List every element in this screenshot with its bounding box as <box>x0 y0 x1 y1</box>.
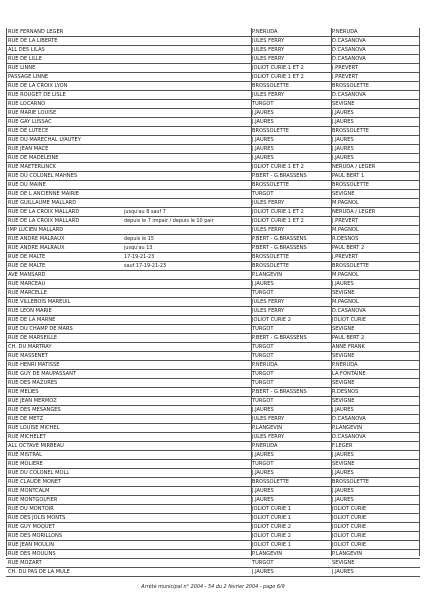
secondary-school-cell: P.NERUDA <box>332 362 358 368</box>
table-row <box>6 424 420 433</box>
street-name-cell: RUE DES MORILLONS <box>8 533 63 539</box>
elementary-school-cell: J.JAURES <box>252 281 274 287</box>
table-row <box>6 46 420 55</box>
secondary-school-cell: SEVIGNE <box>332 353 355 359</box>
street-name-cell: RUE MARCEAU <box>8 281 46 287</box>
elementary-school-cell: J.JAURES <box>252 155 274 161</box>
elementary-school-cell: JULES FERRY <box>252 299 285 305</box>
secondary-school-cell: R.DESNOS <box>332 389 359 395</box>
secondary-school-cell: D.CASANOVA <box>332 434 366 440</box>
secondary-school-cell: BROSSOLETTE <box>332 263 369 269</box>
secondary-school-cell: BROSSOLETTE <box>332 128 369 134</box>
street-name-cell: RUE MONTCALM <box>8 488 50 494</box>
elementary-school-cell: P.NERUDA <box>252 29 278 35</box>
street-name-cell: RUE DU CHAMP DE MARS <box>8 326 73 332</box>
elementary-school-cell: JOLIOT CURIE 2 <box>252 533 291 539</box>
table-row <box>6 235 420 244</box>
table-row <box>6 163 420 172</box>
table-row <box>6 280 420 289</box>
street-name-cell: RUE DE MADELEINE <box>8 155 59 161</box>
elementary-school-cell: J.JAURES <box>252 146 274 152</box>
secondary-school-cell: J.JAURES <box>332 110 354 116</box>
number-range-note-cell: jusqu'au 8 sauf 7 <box>124 209 166 215</box>
street-name-cell: RUE MONTGOLFIER <box>8 497 58 503</box>
secondary-school-cell: J.JAURES <box>332 155 354 161</box>
table-row <box>6 82 420 91</box>
street-name-cell: RUE ROUGET DE LISLE <box>8 92 66 98</box>
table-row <box>6 370 420 379</box>
street-name-cell: RUE DES MESANGES <box>8 407 61 413</box>
secondary-school-cell: J.JAURES <box>332 497 354 503</box>
table-row <box>6 136 420 145</box>
table-row <box>6 379 420 388</box>
table-row <box>6 181 420 190</box>
table-row <box>6 325 420 334</box>
table-row <box>6 55 420 64</box>
elementary-school-cell: TURGOT <box>252 290 274 296</box>
table-row <box>6 541 420 550</box>
street-name-cell: RUE DE LUTECE <box>8 128 49 134</box>
street-name-cell: RUE HENRI MATISSE <box>8 362 60 368</box>
elementary-school-cell: P.NERUDA <box>252 443 278 449</box>
table-row <box>6 127 420 136</box>
table-row <box>6 352 420 361</box>
table-row <box>6 361 420 370</box>
secondary-school-cell: NERUDA / LEGER <box>332 209 376 215</box>
column-divider-2 <box>331 28 332 556</box>
street-name-cell: RUE MASSENET <box>8 353 48 359</box>
secondary-school-cell: PAUL BERT 1 <box>332 173 365 179</box>
secondary-school-cell: PAUL BERT 2 <box>332 245 365 251</box>
elementary-school-cell: JOLIOT CURIE 1 <box>252 506 291 512</box>
street-name-cell: RUE JEAN MOULIN <box>8 542 55 548</box>
elementary-school-cell: JULES FERRY <box>252 47 285 53</box>
street-name-cell: RUE LOCARNO <box>8 101 46 107</box>
secondary-school-cell: J.JAURES <box>332 407 354 413</box>
street-name-cell: RUE DE LA CROIX LYON <box>8 83 68 89</box>
table-row <box>6 73 420 82</box>
elementary-school-cell: P.BERT - G.BRASSENS <box>252 236 307 242</box>
street-name-cell: RUE JEAN MERMOZ <box>8 398 57 404</box>
table-row <box>6 91 420 100</box>
secondary-school-cell: J.JAURES <box>332 281 354 287</box>
elementary-school-cell: JULES FERRY <box>252 308 285 314</box>
elementary-school-cell: TURGOT <box>252 101 274 107</box>
elementary-school-cell: TURGOT <box>252 371 274 377</box>
secondary-school-cell: JOLIOT CURIE <box>332 506 367 512</box>
elementary-school-cell: TURGOT <box>252 344 274 350</box>
secondary-school-cell: SEVIGNE <box>332 461 355 467</box>
table-row <box>6 226 420 235</box>
elementary-school-cell: P.BERT - G.BRASSENS <box>252 335 307 341</box>
street-name-cell: RUE CLAUDE MONET <box>8 479 62 485</box>
elementary-school-cell: BROSSOLETTE <box>252 254 289 260</box>
elementary-school-cell: J.JAURES <box>252 110 274 116</box>
street-name-cell: RUE VILLEBOIS MAREUIL <box>8 299 71 305</box>
table-row <box>6 217 420 226</box>
elementary-school-cell: TURGOT <box>252 398 274 404</box>
elementary-school-cell: TURGOT <box>252 191 274 197</box>
table-border-left <box>6 28 7 556</box>
number-range-note-cell: 17-19-21-23 <box>124 254 155 260</box>
table-row <box>6 478 420 487</box>
street-name-cell: RUE MARCELLE <box>8 290 47 296</box>
table-row <box>6 388 420 397</box>
table-row <box>6 154 420 163</box>
table-border-right <box>419 28 420 556</box>
table-row <box>6 415 420 424</box>
elementary-school-cell: J.JAURES <box>252 569 274 575</box>
elementary-school-cell: JOLIOT CURIE 1 ET 2 <box>252 74 304 80</box>
street-name-cell: RUE DU MARECHAL LYAUTEY <box>8 137 81 143</box>
elementary-school-cell: J.JAURES <box>252 452 274 458</box>
table-row <box>6 451 420 460</box>
secondary-school-cell: J.JAURES <box>332 146 354 152</box>
secondary-school-cell: JOLIOT CURIE <box>332 542 367 548</box>
table-row <box>6 307 420 316</box>
table-row <box>6 271 420 280</box>
secondary-school-cell: M.PAGNOL <box>332 299 359 305</box>
street-name-cell: RUE LEON MARIE <box>8 308 52 314</box>
secondary-school-cell: J.PREVERT <box>332 65 358 71</box>
elementary-school-cell: BROSSOLETTE <box>252 479 289 485</box>
table-row <box>6 244 420 253</box>
street-name-cell: PASSAGE LINNE <box>8 74 49 80</box>
street-name-cell: RUE LINNE <box>8 65 36 71</box>
elementary-school-cell: J.JAURES <box>252 407 274 413</box>
street-name-cell: RUE FERNAND LEGER <box>8 29 64 35</box>
elementary-school-cell: J.JAURES <box>252 488 274 494</box>
table-row <box>6 208 420 217</box>
secondary-school-cell: D.CASANOVA <box>332 416 366 422</box>
elementary-school-cell: JOLIOT CURIE 1 <box>252 515 291 521</box>
table-row <box>6 199 420 208</box>
street-name-cell: RUE DE MALTE <box>8 263 46 269</box>
street-name-cell: RUE ANDRE MALRAUX <box>8 236 65 242</box>
elementary-school-cell: P.BERT - G.BRASSENS <box>252 389 307 395</box>
street-name-cell: RUE DES JOLIS MONTS <box>8 515 66 521</box>
street-name-cell: AVE MANSARD <box>8 272 46 278</box>
table-row <box>6 262 420 271</box>
table-row <box>6 145 420 154</box>
table-row <box>6 496 420 505</box>
table-row <box>6 550 420 559</box>
street-name-cell: RUE DE LA CROIX MALLARD <box>8 209 80 215</box>
secondary-school-cell: SEVIGNE <box>332 560 355 566</box>
table-row <box>6 568 420 577</box>
secondary-school-cell: JOLIOT CURIE <box>332 515 367 521</box>
secondary-school-cell: NERUDA / LEGER <box>332 164 376 170</box>
street-name-cell: RUE MICHELET <box>8 434 46 440</box>
street-name-cell: RUE GUY MOQUET <box>8 524 55 530</box>
secondary-school-cell: J.PREVERT <box>332 218 358 224</box>
secondary-school-cell: LA FONTAINE <box>332 371 366 377</box>
elementary-school-cell: P.BERT - G.BRASSENS <box>252 173 307 179</box>
elementary-school-cell: J.JAURES <box>252 497 274 503</box>
secondary-school-cell: M.PAGNOL <box>332 272 359 278</box>
street-name-cell: RUE MELIES <box>8 389 39 395</box>
secondary-school-cell: J.JAURES <box>332 470 354 476</box>
secondary-school-cell: SEVIGNE <box>332 380 355 386</box>
secondary-school-cell: D.CASANOVA <box>332 47 366 53</box>
secondary-school-cell: J.JAURES <box>332 137 354 143</box>
street-name-cell: RUE DE LA LIBERTE <box>8 38 58 44</box>
street-school-table <box>6 28 420 577</box>
elementary-school-cell: TURGOT <box>252 326 274 332</box>
elementary-school-cell: TURGOT <box>252 560 274 566</box>
street-name-cell: CH. DU MARTRAY <box>8 344 52 350</box>
secondary-school-cell: JOLIOT CURIE <box>332 524 367 530</box>
elementary-school-cell: P.BERT - G.BRASSENS <box>252 245 307 251</box>
secondary-school-cell: J.PREVERT <box>332 74 358 80</box>
secondary-school-cell: P.NERUDA <box>332 29 358 35</box>
secondary-school-cell: BROSSOLETTE <box>332 479 369 485</box>
elementary-school-cell: BROSSOLETTE <box>252 182 289 188</box>
table-row <box>6 334 420 343</box>
street-name-cell: RUE MOLIERE <box>8 461 43 467</box>
elementary-school-cell: P.LANGEVIN <box>252 551 283 557</box>
street-name-cell: RUE GAY LUSSAC <box>8 119 52 125</box>
number-range-note-cell: depuis le 15 <box>124 236 154 242</box>
street-name-cell: RUE DE LA MARNE <box>8 317 56 323</box>
elementary-school-cell: JULES FERRY <box>252 38 285 44</box>
number-range-note-cell: jusqu'au 13 <box>124 245 153 251</box>
street-name-cell: RUE MAETERLINCK <box>8 164 57 170</box>
street-name-cell: RUE DE METZ <box>8 416 44 422</box>
column-divider-1 <box>251 28 252 556</box>
street-name-cell: RUE DES MOULINS <box>8 551 56 557</box>
elementary-school-cell: BROSSOLETTE <box>252 263 289 269</box>
secondary-school-cell: D.CASANOVA <box>332 308 366 314</box>
table-row <box>6 406 420 415</box>
street-name-cell: RUE DU MAINE <box>8 182 46 188</box>
number-range-note-cell: sauf 17-19-21-23 <box>124 263 167 269</box>
elementary-school-cell: BROSSOLETTE <box>252 128 289 134</box>
table-row <box>6 118 420 127</box>
table-row <box>6 253 420 262</box>
elementary-school-cell: TURGOT <box>252 380 274 386</box>
table-row <box>6 172 420 181</box>
secondary-school-cell: J.JAURES <box>332 488 354 494</box>
table-row <box>6 433 420 442</box>
secondary-school-cell: JOLIOT CURIE <box>332 533 367 539</box>
secondary-school-cell: D.CASANOVA <box>332 38 366 44</box>
table-row <box>6 514 420 523</box>
street-name-cell: RUE DE MALTE <box>8 254 46 260</box>
secondary-school-cell: PAUL BERT 2 <box>332 335 365 341</box>
street-name-cell: RUE DU COLONEL MOLL <box>8 470 70 476</box>
secondary-school-cell: SEVIGNE <box>332 101 355 107</box>
table-row <box>6 532 420 541</box>
elementary-school-cell: JOLIOT CURIE 2 <box>252 317 291 323</box>
street-name-cell: CH. DU PAS DE LA MULE <box>8 569 70 575</box>
street-name-cell: RUE MOZART <box>8 560 42 566</box>
table-row <box>6 100 420 109</box>
elementary-school-cell: JULES FERRY <box>252 56 285 62</box>
table-row <box>6 64 420 73</box>
secondary-school-cell: P.LANGEVIN <box>332 551 363 557</box>
street-name-cell: IMP LUCIEN MALLARD <box>8 227 64 233</box>
elementary-school-cell: TURGOT <box>252 353 274 359</box>
secondary-school-cell: BROSSOLETTE <box>332 83 369 89</box>
secondary-school-cell: M.PAGNOL <box>332 227 359 233</box>
table-row <box>6 109 420 118</box>
street-name-cell: RUE DE LA CROIX MALLARD <box>8 218 80 224</box>
table-row <box>6 523 420 532</box>
street-name-cell: RUE MARIE LOUISE <box>8 110 57 116</box>
elementary-school-cell: JULES FERRY <box>252 416 285 422</box>
street-name-cell: RUE MISTRAL <box>8 452 43 458</box>
elementary-school-cell: JULES FERRY <box>252 227 285 233</box>
street-name-cell: RUE DE L ANCIENNE MAIRIE <box>8 191 79 197</box>
page-footer: Arrêté municipal n° 2004 - 54 du 2 février 2004 - page 6/9 <box>141 584 285 590</box>
secondary-school-cell: BROSSOLETTE <box>332 182 369 188</box>
table-row <box>6 298 420 307</box>
street-name-cell: RUE DE MARSEILLE <box>8 335 58 341</box>
table-row <box>6 505 420 514</box>
street-name-cell: RUE DES MAZURES <box>8 380 58 386</box>
street-name-cell: RUE ANDRE MALRAUX <box>8 245 65 251</box>
secondary-school-cell: SEVIGNE <box>332 398 355 404</box>
elementary-school-cell: J.JAURES <box>252 119 274 125</box>
table-row <box>6 487 420 496</box>
street-name-cell: RUE DU COLONEL MAHNES <box>8 173 78 179</box>
street-name-cell: RUE GUILLAUME MALLARD <box>8 200 77 206</box>
secondary-school-cell: SEVIGNE <box>332 290 355 296</box>
elementary-school-cell: J.JAURES <box>252 470 274 476</box>
table-row <box>6 289 420 298</box>
elementary-school-cell: JULES FERRY <box>252 200 285 206</box>
table-row <box>6 397 420 406</box>
elementary-school-cell: P.LANGEVIN <box>252 425 283 431</box>
table-row <box>6 469 420 478</box>
elementary-school-cell: JOLIOT CURIE 1 ET 2 <box>252 218 304 224</box>
elementary-school-cell: JOLIOT CURIE 1 ET 2 <box>252 65 304 71</box>
elementary-school-cell: P.NERUDA <box>252 362 278 368</box>
elementary-school-cell: JULES FERRY <box>252 434 285 440</box>
street-name-cell: ALL OCTAVE MIRBEAU <box>8 443 64 449</box>
elementary-school-cell: JOLIOT CURIE 1 ET 2 <box>252 209 304 215</box>
secondary-school-cell: F.LEGER <box>332 443 353 449</box>
table-row <box>6 190 420 199</box>
table-row <box>6 343 420 352</box>
secondary-school-cell: J.JAURES <box>332 569 354 575</box>
secondary-school-cell: D.CASANOVA <box>332 92 366 98</box>
street-name-cell: ALL DES LILAS <box>8 47 45 53</box>
table-row <box>6 442 420 451</box>
secondary-school-cell: D.CASANOVA <box>332 56 366 62</box>
secondary-school-cell: R.DESNOS <box>332 236 359 242</box>
elementary-school-cell: P.LANGEVIN <box>252 272 283 278</box>
secondary-school-cell: M.PAGNOL <box>332 200 359 206</box>
table-row <box>6 28 420 37</box>
secondary-school-cell: P.LANGEVIN <box>332 425 363 431</box>
table-row <box>6 460 420 469</box>
street-name-cell: RUE JEAN MACE <box>8 146 49 152</box>
secondary-school-cell: ANNE FRANK <box>332 344 365 350</box>
street-name-cell: RUE LOUISE MICHEL <box>8 425 60 431</box>
street-name-cell: RUE DE LILLE <box>8 56 43 62</box>
elementary-school-cell: TURGOT <box>252 461 274 467</box>
secondary-school-cell: JOLIOT CURIE <box>332 317 367 323</box>
secondary-school-cell: SEVIGNE <box>332 191 355 197</box>
secondary-school-cell: J.JAURES <box>332 119 354 125</box>
elementary-school-cell: BROSSOLETTE <box>252 83 289 89</box>
secondary-school-cell: SEVIGNE <box>332 326 355 332</box>
table-row <box>6 559 420 568</box>
number-range-note-cell: depuis le 7 impair / depuis le 10 pair <box>124 218 214 224</box>
elementary-school-cell: JULES FERRY <box>252 92 285 98</box>
elementary-school-cell: J.JAURES <box>252 137 274 143</box>
elementary-school-cell: JOLIOT CURIE 2 <box>252 524 291 530</box>
row-separator <box>6 576 420 577</box>
street-name-cell: RUE GUY DE MAUPASSANT <box>8 371 77 377</box>
street-name-cell: RUE DU MONTOIR <box>8 506 54 512</box>
table-row <box>6 37 420 46</box>
elementary-school-cell: JOLIOT CURIE 1 ET 2 <box>252 164 304 170</box>
elementary-school-cell: JOLIOT CURIE 1 <box>252 542 291 548</box>
secondary-school-cell: J.JAURES <box>332 452 354 458</box>
table-row <box>6 316 420 325</box>
secondary-school-cell: J.PREVERT <box>332 254 358 260</box>
